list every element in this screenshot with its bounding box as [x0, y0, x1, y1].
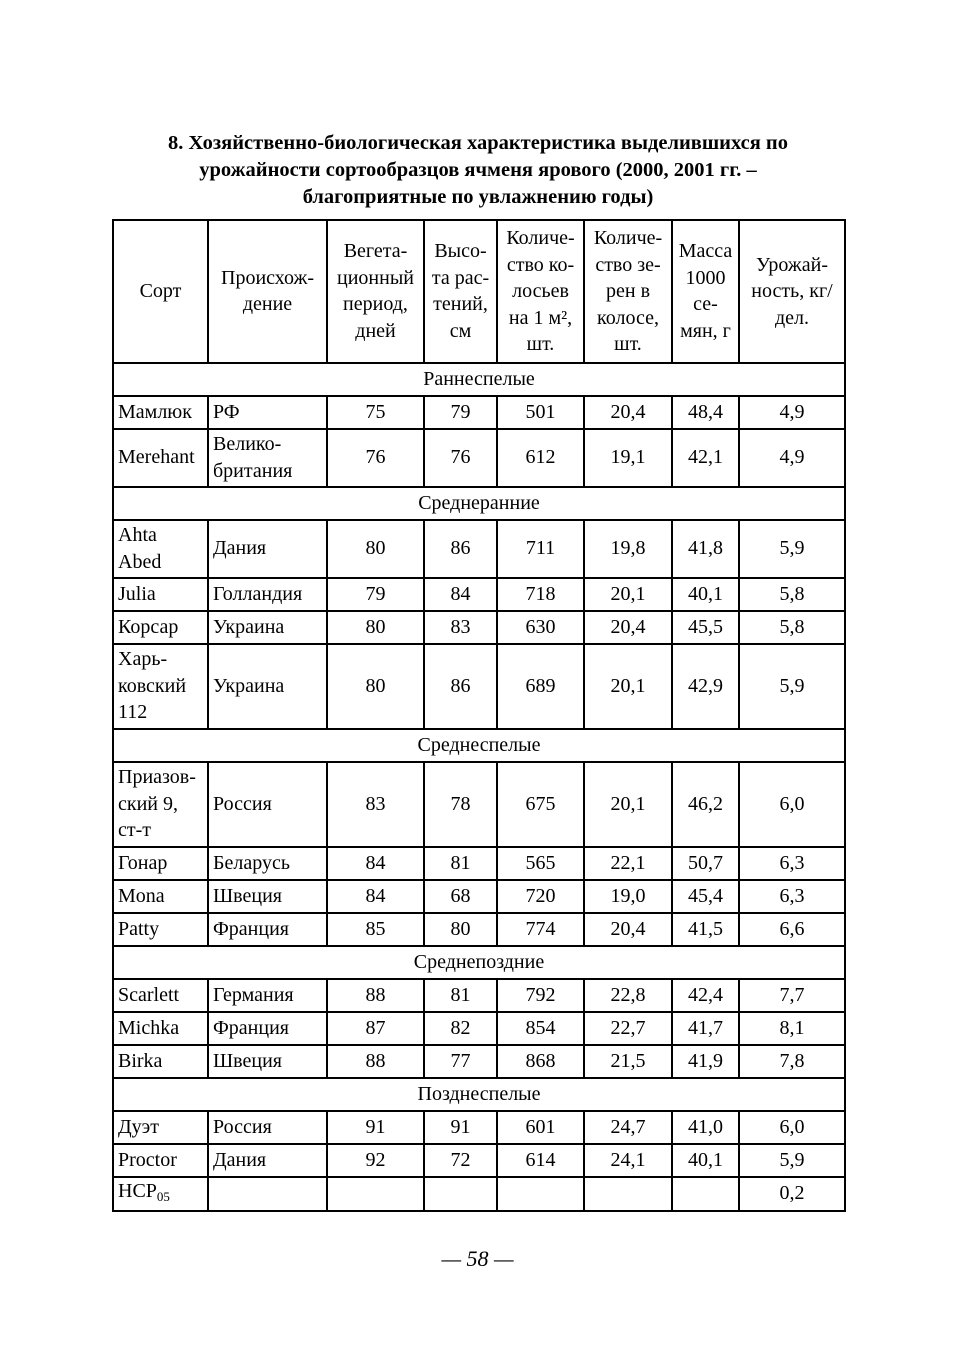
cell-variety: Merehant: [113, 429, 208, 487]
cell-variety: Mona: [113, 880, 208, 913]
cell-grains: 24,7: [584, 1111, 672, 1144]
cell-yield: 4,9: [739, 396, 845, 429]
cell-variety: Birka: [113, 1045, 208, 1078]
cell-ears: 868: [497, 1045, 584, 1078]
cell-origin: Германия: [208, 979, 327, 1012]
header-row: [113, 220, 845, 363]
cell-yield: 7,7: [739, 979, 845, 1012]
cell-height: 81: [424, 847, 497, 880]
cell-variety: Дуэт: [113, 1111, 208, 1144]
barley-varieties-table: [112, 219, 846, 1212]
cell-empty: [584, 1177, 672, 1212]
cell-ears: 675: [497, 762, 584, 847]
cell-variety: Proctor: [113, 1144, 208, 1177]
cell-height: 86: [424, 520, 497, 578]
cell-grains: 19,1: [584, 429, 672, 487]
cell-veg: 80: [327, 644, 424, 729]
group-label: Раннеспелые: [113, 363, 845, 396]
page-number: — 58 —: [441, 1246, 514, 1271]
table-row: [113, 979, 845, 1012]
table-caption: [112, 130, 844, 211]
group-row: [113, 487, 845, 520]
cell-grains: 20,1: [584, 644, 672, 729]
lsd-row: [113, 1177, 845, 1212]
cell-mass: 50,7: [672, 847, 739, 880]
cell-grains: 22,7: [584, 1012, 672, 1045]
cell-veg: 84: [327, 880, 424, 913]
cell-grains: 19,8: [584, 520, 672, 578]
cell-origin: Франция: [208, 913, 327, 946]
caption-line: 8. Хозяйственно-биологическая характеристика выделившихся по: [167, 132, 788, 154]
cell-origin: Велико-британия: [208, 429, 327, 487]
cell-variety: Julia: [113, 578, 208, 611]
cell-ears: 720: [497, 880, 584, 913]
cell-empty: [497, 1177, 584, 1212]
cell-empty: [208, 1177, 327, 1212]
table-row: [113, 913, 845, 946]
cell-grains: 21,5: [584, 1045, 672, 1078]
cell-variety: Приазов-ский 9, ст-т: [113, 762, 208, 847]
table-row: [113, 1144, 845, 1177]
cell-ears: 718: [497, 578, 584, 611]
table-row: [113, 611, 845, 644]
cell-grains: 24,1: [584, 1144, 672, 1177]
cell-mass: 45,5: [672, 611, 739, 644]
caption-line: благоприятные по увлажнению годы): [302, 186, 654, 208]
cell-mass: 42,4: [672, 979, 739, 1012]
cell-origin: Швеция: [208, 1045, 327, 1078]
lsd-subscript: 05: [156, 1188, 170, 1204]
cell-grains: 20,1: [584, 762, 672, 847]
cell-veg: 92: [327, 1144, 424, 1177]
cell-height: 86: [424, 644, 497, 729]
cell-ears: 612: [497, 429, 584, 487]
cell-yield: 7,8: [739, 1045, 845, 1078]
cell-ears: 711: [497, 520, 584, 578]
cell-origin: Дания: [208, 520, 327, 578]
cell-origin: Украина: [208, 644, 327, 729]
header-ears-count: Количе-ство ко-лосьев на 1 м², шт.: [497, 220, 584, 363]
cell-ears: 601: [497, 1111, 584, 1144]
group-label: Среднеспелые: [113, 729, 845, 762]
table-row: [113, 880, 845, 913]
cell-variety: Scarlett: [113, 979, 208, 1012]
cell-ears: 630: [497, 611, 584, 644]
cell-veg: 80: [327, 611, 424, 644]
cell-mass: 48,4: [672, 396, 739, 429]
cell-variety: Michka: [113, 1012, 208, 1045]
cell-height: 84: [424, 578, 497, 611]
cell-ears: 689: [497, 644, 584, 729]
cell-empty: [327, 1177, 424, 1212]
group-row: [113, 363, 845, 396]
cell-height: 91: [424, 1111, 497, 1144]
cell-mass: 41,5: [672, 913, 739, 946]
cell-lsd-label: [113, 1177, 208, 1212]
cell-veg: 88: [327, 1045, 424, 1078]
cell-yield: 6,0: [739, 1111, 845, 1144]
table-row: [113, 1012, 845, 1045]
cell-origin: Голландия: [208, 578, 327, 611]
cell-variety: Корсар: [113, 611, 208, 644]
cell-yield: 5,9: [739, 644, 845, 729]
caption-line: урожайности сортообразцов ячменя ярового (2000, 2001 гг. –: [199, 159, 757, 181]
cell-height: 76: [424, 429, 497, 487]
cell-grains: 20,1: [584, 578, 672, 611]
cell-veg: 88: [327, 979, 424, 1012]
cell-height: 81: [424, 979, 497, 1012]
cell-yield: 8,1: [739, 1012, 845, 1045]
table-row: [113, 1045, 845, 1078]
cell-origin: Дания: [208, 1144, 327, 1177]
cell-lsd-yield: 0,2: [739, 1177, 845, 1212]
cell-mass: 41,7: [672, 1012, 739, 1045]
cell-veg: 75: [327, 396, 424, 429]
cell-height: 68: [424, 880, 497, 913]
header-height: Высо-та рас-тений, см: [424, 220, 497, 363]
table-row: [113, 847, 845, 880]
header-variety: Сорт: [113, 220, 208, 363]
cell-yield: 5,8: [739, 578, 845, 611]
cell-grains: 19,0: [584, 880, 672, 913]
cell-yield: 5,8: [739, 611, 845, 644]
cell-mass: 40,1: [672, 578, 739, 611]
cell-empty: [424, 1177, 497, 1212]
cell-ears: 792: [497, 979, 584, 1012]
cell-veg: 85: [327, 913, 424, 946]
header-veg-period: Вегета-ционный период, дней: [327, 220, 424, 363]
cell-ears: 614: [497, 1144, 584, 1177]
cell-variety: Гонар: [113, 847, 208, 880]
group-row: [113, 946, 845, 979]
cell-origin: РФ: [208, 396, 327, 429]
cell-veg: 76: [327, 429, 424, 487]
cell-origin: Швеция: [208, 880, 327, 913]
cell-height: 72: [424, 1144, 497, 1177]
cell-height: 79: [424, 396, 497, 429]
cell-height: 77: [424, 1045, 497, 1078]
cell-mass: 41,8: [672, 520, 739, 578]
cell-height: 78: [424, 762, 497, 847]
cell-veg: 83: [327, 762, 424, 847]
cell-ears: 854: [497, 1012, 584, 1045]
cell-yield: 5,9: [739, 1144, 845, 1177]
cell-yield: 6,3: [739, 847, 845, 880]
group-label: Позднеспелые: [113, 1078, 845, 1111]
cell-yield: 5,9: [739, 520, 845, 578]
cell-variety: Харь-ковский 112: [113, 644, 208, 729]
cell-grains: 22,8: [584, 979, 672, 1012]
cell-grains: 20,4: [584, 611, 672, 644]
cell-veg: 87: [327, 1012, 424, 1045]
group-label: Среднеранние: [113, 487, 845, 520]
cell-grains: 22,1: [584, 847, 672, 880]
table-row: [113, 644, 845, 729]
table-row: [113, 429, 845, 487]
cell-origin: Россия: [208, 1111, 327, 1144]
cell-mass: 40,1: [672, 1144, 739, 1177]
cell-empty: [672, 1177, 739, 1212]
table-row: [113, 520, 845, 578]
cell-grains: 20,4: [584, 913, 672, 946]
cell-ears: 501: [497, 396, 584, 429]
table-row: [113, 1111, 845, 1144]
group-label: Среднепоздние: [113, 946, 845, 979]
group-row: [113, 729, 845, 762]
header-yield: Урожай-ность, кг/дел.: [739, 220, 845, 363]
table-row: [113, 396, 845, 429]
cell-mass: 42,1: [672, 429, 739, 487]
cell-mass: 42,9: [672, 644, 739, 729]
lsd-label: НСР: [118, 1179, 157, 1202]
cell-mass: 41,0: [672, 1111, 739, 1144]
cell-origin: Франция: [208, 1012, 327, 1045]
cell-height: 80: [424, 913, 497, 946]
cell-veg: 84: [327, 847, 424, 880]
cell-yield: 6,3: [739, 880, 845, 913]
cell-yield: 6,6: [739, 913, 845, 946]
cell-variety: Мамлюк: [113, 396, 208, 429]
table-row: [113, 762, 845, 847]
cell-variety: Ahta Abed: [113, 520, 208, 578]
header-origin: Происхож-дение: [208, 220, 327, 363]
cell-variety: Patty: [113, 913, 208, 946]
cell-height: 83: [424, 611, 497, 644]
group-row: [113, 1078, 845, 1111]
cell-veg: 91: [327, 1111, 424, 1144]
cell-grains: 20,4: [584, 396, 672, 429]
cell-height: 82: [424, 1012, 497, 1045]
table-row: [113, 578, 845, 611]
cell-origin: Украина: [208, 611, 327, 644]
cell-ears: 565: [497, 847, 584, 880]
header-grains-count: Количе-ство зе-рен в колосе, шт.: [584, 220, 672, 363]
cell-yield: 4,9: [739, 429, 845, 487]
cell-ears: 774: [497, 913, 584, 946]
cell-veg: 79: [327, 578, 424, 611]
cell-mass: 41,9: [672, 1045, 739, 1078]
cell-mass: 45,4: [672, 880, 739, 913]
header-mass-1000: Масса 1000 се-мян, г: [672, 220, 739, 363]
cell-mass: 46,2: [672, 762, 739, 847]
cell-origin: Беларусь: [208, 847, 327, 880]
cell-yield: 6,0: [739, 762, 845, 847]
cell-veg: 80: [327, 520, 424, 578]
cell-origin: Россия: [208, 762, 327, 847]
